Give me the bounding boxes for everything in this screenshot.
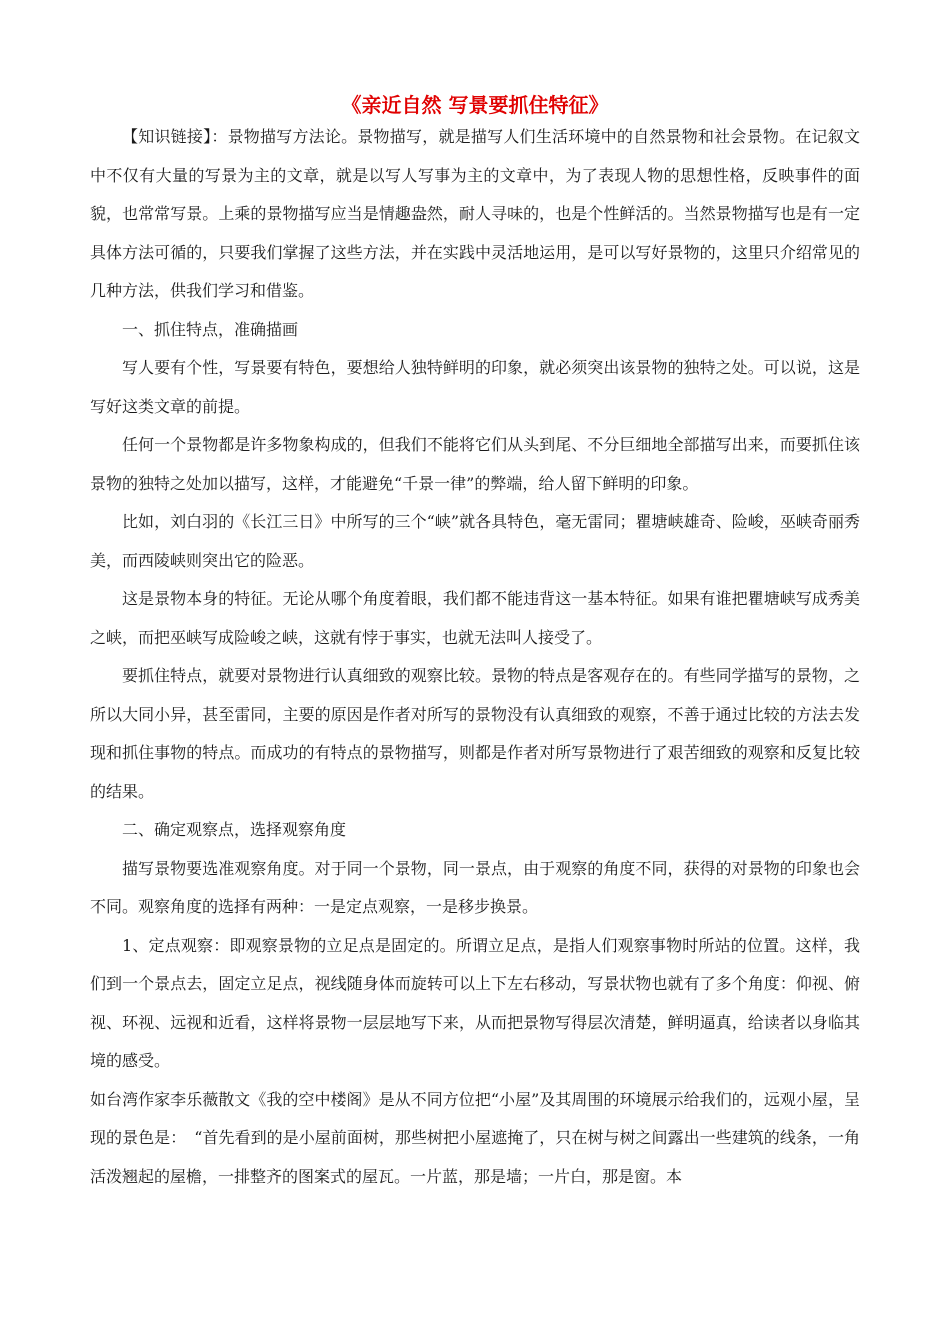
paragraph: 1、定点观察：即观察景物的立足点是固定的。所谓立足点，是指人们观察事物时所站的位置。这样，我们到一个景点去，固定立足点，视线随身体而旋转可以上下左右移动，写景状物也就有了多个角度：仰视、俯视、环视、远视和近看，这样将景物一层层地写下来，从而把景物写得层次清楚，鲜明逼真，给读者以身临其境的感受。: [90, 935, 860, 1070]
section-heading-1: 一、抓住特点，准确描画: [122, 319, 299, 339]
paragraph: 这是景物本身的特征。无论从哪个角度着眼，我们都不能违背这一基本特征。如果有谁把瞿塘峡写成秀美之峡，而把巫峡写成险峻之峡，这就有悖于事实，也就无法叫人接受了。: [90, 589, 860, 647]
paragraph: 要抓住特点，就要对景物进行认真细致的观察比较。景物的特点是客观存在的。有些同学描写的景物，之所以大同小异，甚至雷同，主要的原因是作者对所写的景物没有认真细致的观察，不善于通过比较的方法去发现和抓住事物的特点。而成功的有特点的景物描写，则都是作者对所写景物进行了艰苦细致的观察和反复比较的结果。: [90, 666, 860, 801]
document-title: 《亲近自然 写景要抓住特征》: [341, 93, 609, 117]
paragraph: 比如，刘白羽的《长江三日》中所写的三个“峡”就各具特色，毫无雷同；瞿塘峡雄奇、险峻，巫峡奇丽秀美，而西陵峡则突出它的险恶。: [90, 512, 860, 570]
paragraph-intro: [90, 118, 860, 311]
section-heading-2: 二、确定观察点，选择观察角度: [122, 820, 347, 839]
paragraph-intro-text: ：景物描写方法论。景物描写，就是描写人们生活环境中的自然景物和社会景物。在记叙文中不仅有大量的写景为主的文章，就是以写人写事为主的文章中，为了表现人物的思想性格，反映事件的面貌，也常常写景。上乘的景物描写应当是情趣盎然，耐人寻味的，也是个性鲜活的。当然景物描写也是有一定具体方法可循的，只要我们掌握了这些方法，并在实践中灵活地运用，是可以写好景物的，这里只介绍常见的几种方法，供我们学习和借鉴。: [90, 127, 860, 300]
paragraph: 写人要有个性，写景要有特色，要想给人独特鲜明的印象，就必须突出该景物的独特之处。可以说，这是写好这类文章的前提。: [90, 358, 860, 416]
document-body: [90, 118, 860, 1196]
knowledge-link-label: 【知识链接】: [122, 127, 212, 146]
paragraph: 描写景物要选准观察角度。对于同一个景物，同一景点，由于观察的角度不同，获得的对景物的印象也会不同。观察角度的选择有两种：一是定点观察，一是移步换景。: [90, 858, 860, 916]
paragraph: 如台湾作家李乐薇散文《我的空中楼阁》是从不同方位把“小屋”及其周围的环境展示给我们的，远观小屋，呈现的景色是： “首先看到的是小屋前面树，那些树把小屋遮掩了，只在树与树之间露出一些建筑的线条，一角活泼翘起的屋檐，一排整齐的图案式的屋瓦。一片蓝，那是墙；一片白，那是窗。本: [90, 1089, 860, 1186]
paragraph: 任何一个景物都是许多物象构成的，但我们不能将它们从头到尾、不分巨细地全部描写出来，而要抓住该景物的独特之处加以描写，这样，才能避免“千景一律”的弊端，给人留下鲜明的印象。: [90, 435, 860, 493]
